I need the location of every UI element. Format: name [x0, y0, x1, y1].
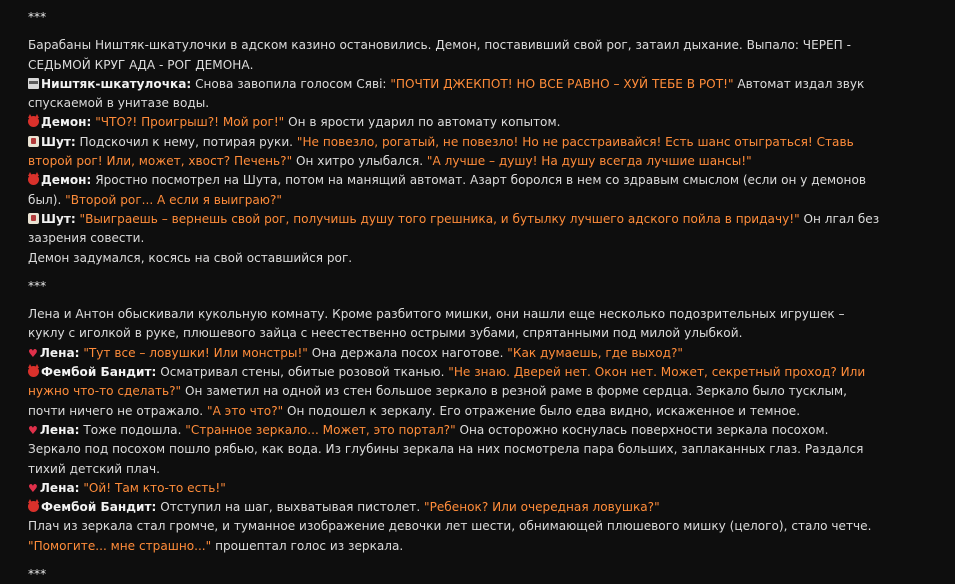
dialogue-line: ♥ Лена: Тоже подошла. "Странное зеркало... Может, это портал?" Она осторожно коснулась поверхности зеркала посохом. Зеркало под посохом пошло рябью, как вода. Из глубины зеркала на них посмотрела пара больших, заплаканных глаз. Раздался тихий детский плач. [28, 422, 864, 476]
speaker-name: Шут: [41, 211, 76, 226]
quote: "Второй рог... А если я выиграю?" [65, 192, 282, 207]
quote: "ЧТО?! Проигрыш?! Мой рог!" [91, 115, 285, 130]
quote: "А лучше – душу! На душу всегда лучшие шансы!" [426, 154, 752, 169]
speaker-name: Демон: [41, 173, 92, 188]
dialogue-line: Демон: "ЧТО?! Проигрыш?! Мой рог!" Он в ярости ударил по автомату копытом. [28, 113, 883, 132]
quote: "Странное зеркало... Может, это портал?" [185, 422, 456, 437]
speaker-name: Фембой Бандит: [41, 365, 157, 380]
quote: "Выиграешь – вернешь свой рог, получишь душу того грешника, и бутылку лучшего адского пойла в придачу!" [75, 211, 800, 226]
scene-separator: *** [28, 567, 47, 582]
speaker-name: Шут: [41, 134, 76, 149]
narration: Плач из зеркала стал громче, и туманное изображение девочки лет шести, обнимающей плюшевого мишку (целого), стало четче. [28, 519, 872, 534]
quote: "Не повезло, рогатый, не повезло! Но не расстраивайся! Есть шанс отыграться! Ставь второй рог! Или, может, хвост? Печень?" [28, 134, 854, 169]
quote: "Как думаешь, где выход?" [507, 345, 683, 360]
devil-icon [28, 174, 39, 185]
quote: "Ребенок? Или очередная ловушка?" [424, 500, 660, 515]
dialogue-line: Шут: "Выиграешь – вернешь свой рог, получишь душу того грешника, и бутылку лучшего адского пойла в придачу!" Он лгал без зазрения совести. [28, 211, 880, 246]
speaker-name: Лена: [39, 345, 80, 360]
speaker-name: Фембой Бандит: [41, 500, 157, 515]
speaker-name: Лена: [39, 422, 80, 437]
dialogue-line: "Помогите... мне страшно..." прошептал голос из зеркала. [28, 538, 404, 553]
quote: "А это что?" [207, 403, 284, 418]
quote: "Не знаю. Дверей нет. Окон нет. Может, секретный проход? Или нужно что-то сделать?" [28, 365, 866, 399]
speaker-name: Демон: [41, 115, 92, 130]
quote: "Ой! Там кто-то есть!" [79, 480, 226, 495]
broken-heart-icon: ♥ [28, 481, 38, 495]
devil-icon [28, 501, 39, 512]
devil-icon [28, 116, 39, 127]
broken-heart-icon: ♥ [28, 423, 38, 437]
music-box-icon [28, 78, 39, 89]
devil-icon [28, 366, 39, 377]
narration: Демон задумался, косясь на свой оставшийся рог. [28, 250, 353, 265]
quote: "ПОЧТИ ДЖЕКПОТ! НО ВСЕ РАВНО – ХУЙ ТЕБЕ В РОТ!" [390, 76, 734, 91]
dialogue-line: Шут: Подскочил к нему, потирая руки. "Не повезло, рогатый, не повезло! Но не расстраивайся! Есть шанс отыграться! Ставь второй рог! Или, может, хвост? Печень?" Он хитро улыбался. "А лучше – душу! На душу всегда лучшие шансы!" [28, 134, 854, 169]
broken-heart-icon: ♥ [28, 346, 38, 360]
scene-separator: *** [28, 278, 47, 293]
dialogue-line: Фембой Бандит: Осматривал стены, обитые розовой тканью. "Не знаю. Дверей нет. Окон нет. Может, секретный проход? Или нужно что-то сделать?" Он заметил на одной из стен большое зеркало в резной раме в форме сердца. Зеркало было тусклым, почти ничего не отражало. "А это что?" Он подошел к зеркалу. Его отражение было едва видно, искаженное и темное. [28, 365, 866, 418]
dialogue-line: Демон: Яростно посмотрел на Шута, потом на манящий автомат. Азарт боролся в нем со здравым смыслом (если он у демонов был). "Второй рог... А если я выиграю?" [28, 173, 866, 207]
dialogue-line: ♥ Лена: "Тут все – ловушки! Или монстры!" Она держала посох наготове. "Как думаешь, где выход?" [28, 345, 683, 360]
dialogue-line: Ништяк-шкатулочка: Снова завопила голосом Сяві: "ПОЧТИ ДЖЕКПОТ! НО ВСЕ РАВНО – ХУЙ ТЕБЕ В РОТ!" Автомат издал звук спускаемой в унитазе воды. [28, 76, 865, 111]
scene-separator: *** [28, 10, 47, 24]
narration: Лена и Антон обыскивали кукольную комнату. Кроме разбитого мишки, они нашли еще несколько подозрительных игрушек – куклу с иголкой в руке, плюшевого зайца с неестественно острыми зубами, спрятанными под милой улыбкой. [28, 307, 845, 341]
joker-card-icon [28, 213, 39, 224]
narration: Барабаны Ништяк-шкатулочки в адском казино остановились. Демон, поставивший свой рог, затаил дыхание. Выпало: ЧЕРЕП - СЕДЬМОЙ КРУГ АДА - РОГ ДЕМОНА. [28, 38, 851, 72]
speaker-name: Лена: [39, 480, 80, 495]
joker-card-icon [28, 136, 39, 147]
dialogue-line [28, 479, 883, 498]
dialogue-line: Фембой Бандит: Отступил на шаг, выхватывая пистолет. "Ребенок? Или очередная ловушка?" [28, 498, 883, 517]
quote: "Тут все – ловушки! Или монстры!" [79, 345, 308, 360]
quote: "Помогите... мне страшно..." [28, 538, 212, 553]
speaker-name: Ништяк-шкатулочка: [41, 76, 192, 91]
